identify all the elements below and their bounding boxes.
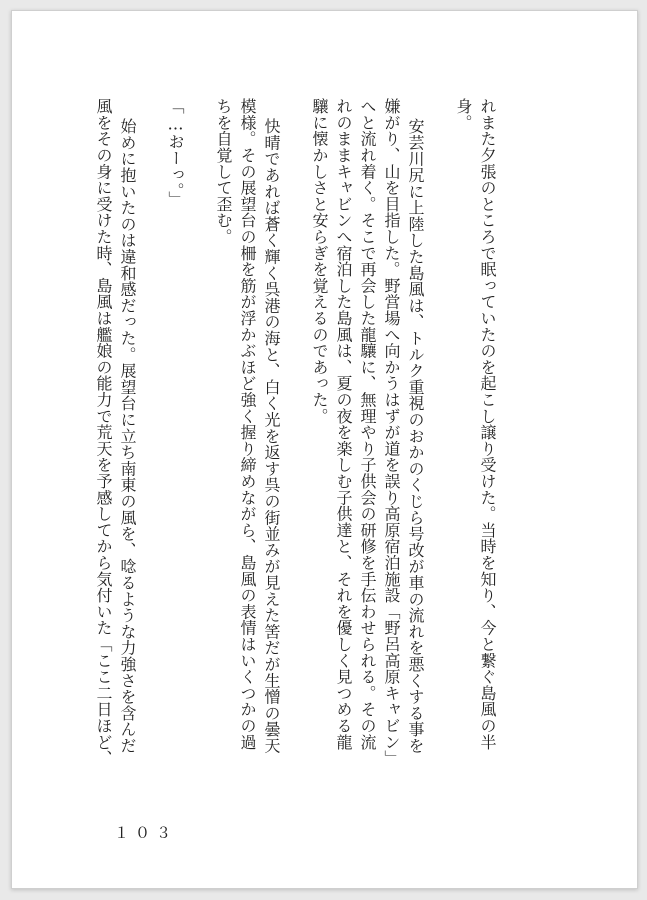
text-line: 風をその身に受けた時、島風は艦娘の能力で荒天を予感してから気付いた「ここ二日ほど、 (94, 98, 113, 767)
text-line: れまた夕張のところで眠っていたのを起こし譲り受けた。当時を知り、今と繋ぐ島風の半 (478, 98, 497, 750)
book-page (11, 10, 638, 889)
text-line: 始めに抱いたのは違和感だった。展望台に立ち南東の風を、唸るような力強さを含んだ (118, 118, 137, 754)
text-line: れのままキャビンへ宿泊した島風は、夏の夜を楽しむ子供達と、それを優しく見つめる龍 (334, 98, 353, 750)
text-line: 安芸川尻に上陸した島風は、トルク重視のおかのくじら号改が車の流れを悪くする事を (406, 118, 425, 754)
text-line: 身。 (454, 98, 473, 131)
text-line: ちを自覚して歪む。 (214, 98, 233, 245)
text-line: 快晴であれば蒼く輝く呉港の海と、白く光を返す呉の街並みが見えた筈だが生憎の曇天 (262, 118, 281, 754)
page-number: １０３ (114, 824, 178, 842)
text-line: 模様。その展望台の柵を筋が浮かぶほど強く握り締めながら、島風の表情はいくつかの過 (238, 98, 257, 750)
text-line: 「…おーっ。」 (166, 98, 185, 208)
text-line: 驤に懐かしさと安らぎを覚えるのであった。 (310, 98, 329, 424)
text-line: へと流れ着く。そこで再会した龍驤に、無理やり子供会の研修を手伝わせられる。その流 (358, 98, 377, 750)
text-line: 嫌がり、山を目指した。野営場へ向かうはずが道を誤り高原宿泊施設「野呂高原キャビン」 (382, 98, 401, 767)
